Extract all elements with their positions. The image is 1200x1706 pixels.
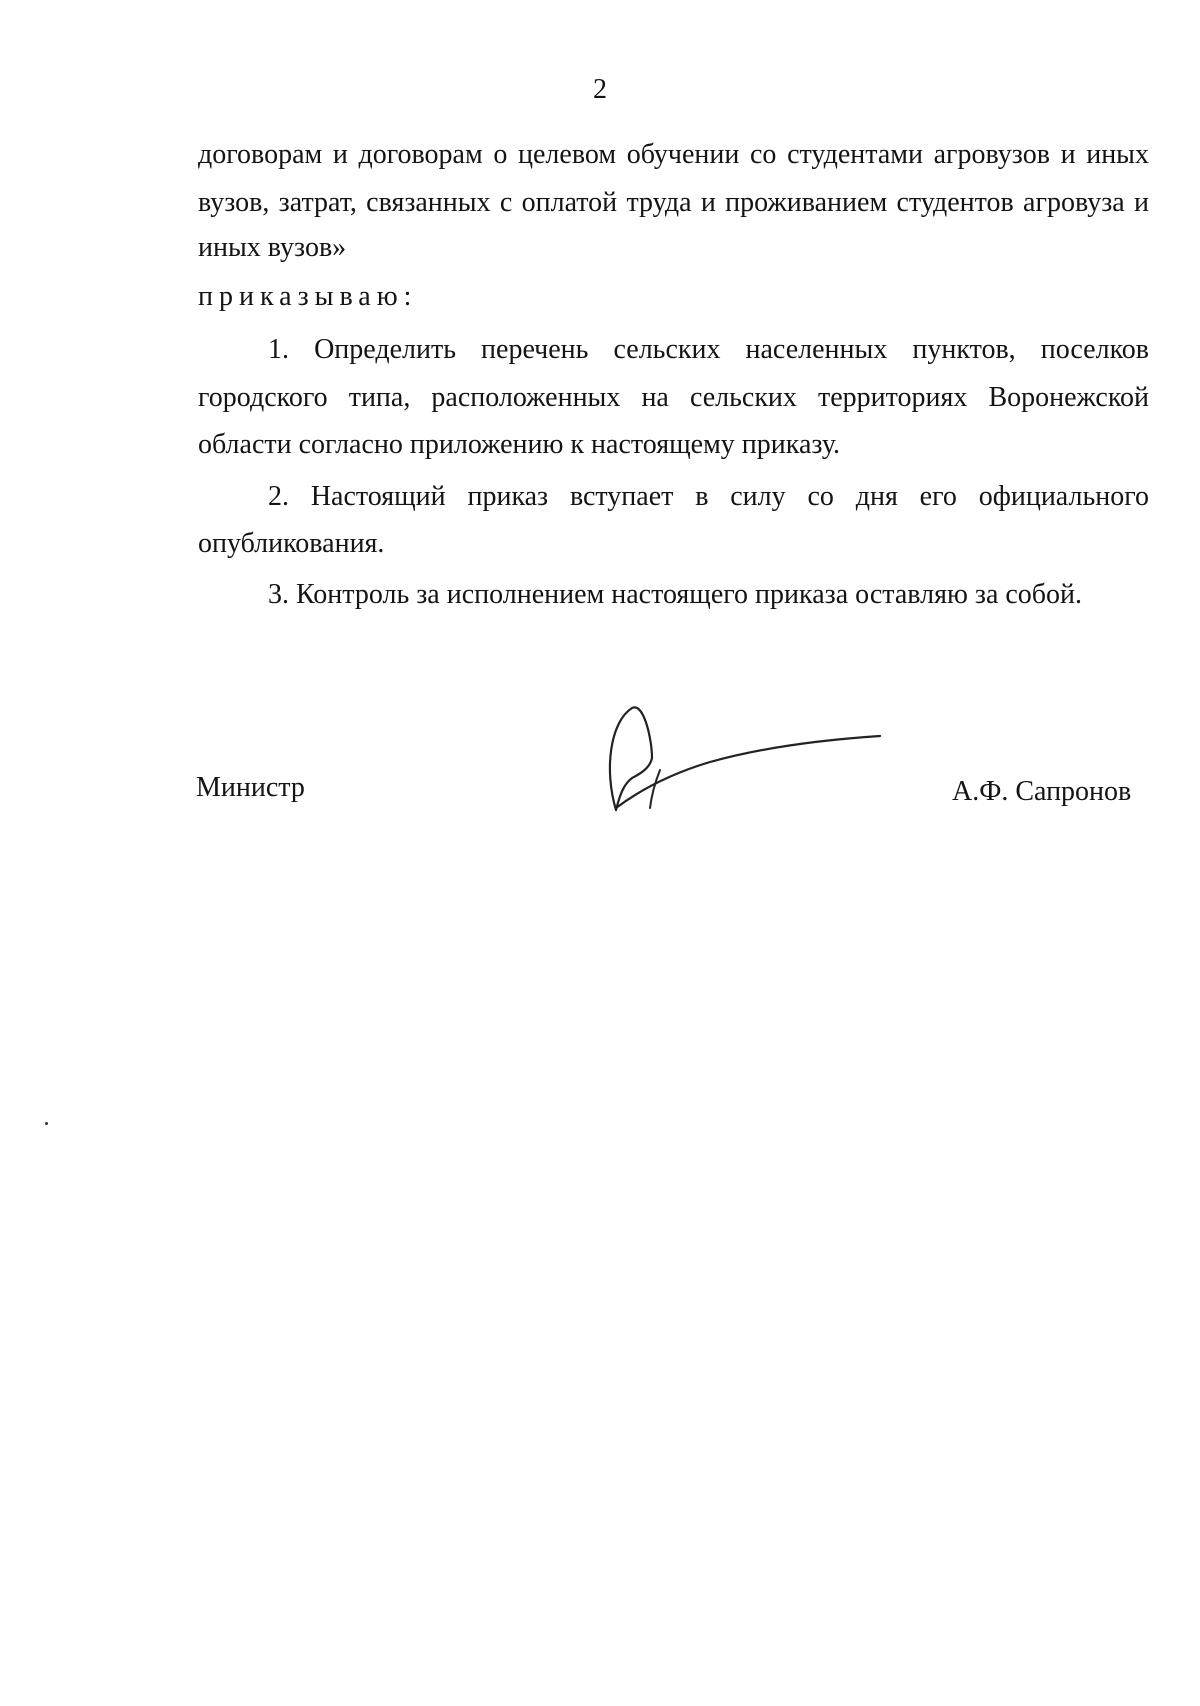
preamble-line-1: договорам и договорам о целевом обучении со студентами агровузов и иных xyxy=(198,139,1149,170)
item-1-line-3: области согласно приложению к настоящему приказу. xyxy=(198,429,841,460)
signer-position: Министр xyxy=(196,772,305,803)
handwritten-signature xyxy=(600,700,890,815)
item-3-line-1: 3. Контроль за исполнением настоящего приказа оставляю за собой. xyxy=(268,579,1083,610)
preamble-line-2: вузов, затрат, связанных с оплатой труда и проживанием студентов агровуза и xyxy=(198,187,1149,218)
item-1-line-1: 1. Определить перечень сельских населенных пунктов, поселков xyxy=(268,334,1149,365)
page-number-text: 2 xyxy=(593,74,607,105)
signer-name: А.Ф. Сапронов xyxy=(952,776,1132,807)
scan-speck xyxy=(45,1122,48,1125)
item-2-line-2: опубликования. xyxy=(198,528,385,559)
order-word: приказываю: xyxy=(198,281,418,312)
item-1-line-2: городского типа, расположенных на сельских территориях Воронежской xyxy=(198,382,1149,413)
preamble-line-3: иных вузов» xyxy=(198,232,347,263)
item-2-line-1: 2. Настоящий приказ вступает в силу со дня его официального xyxy=(268,481,1149,512)
